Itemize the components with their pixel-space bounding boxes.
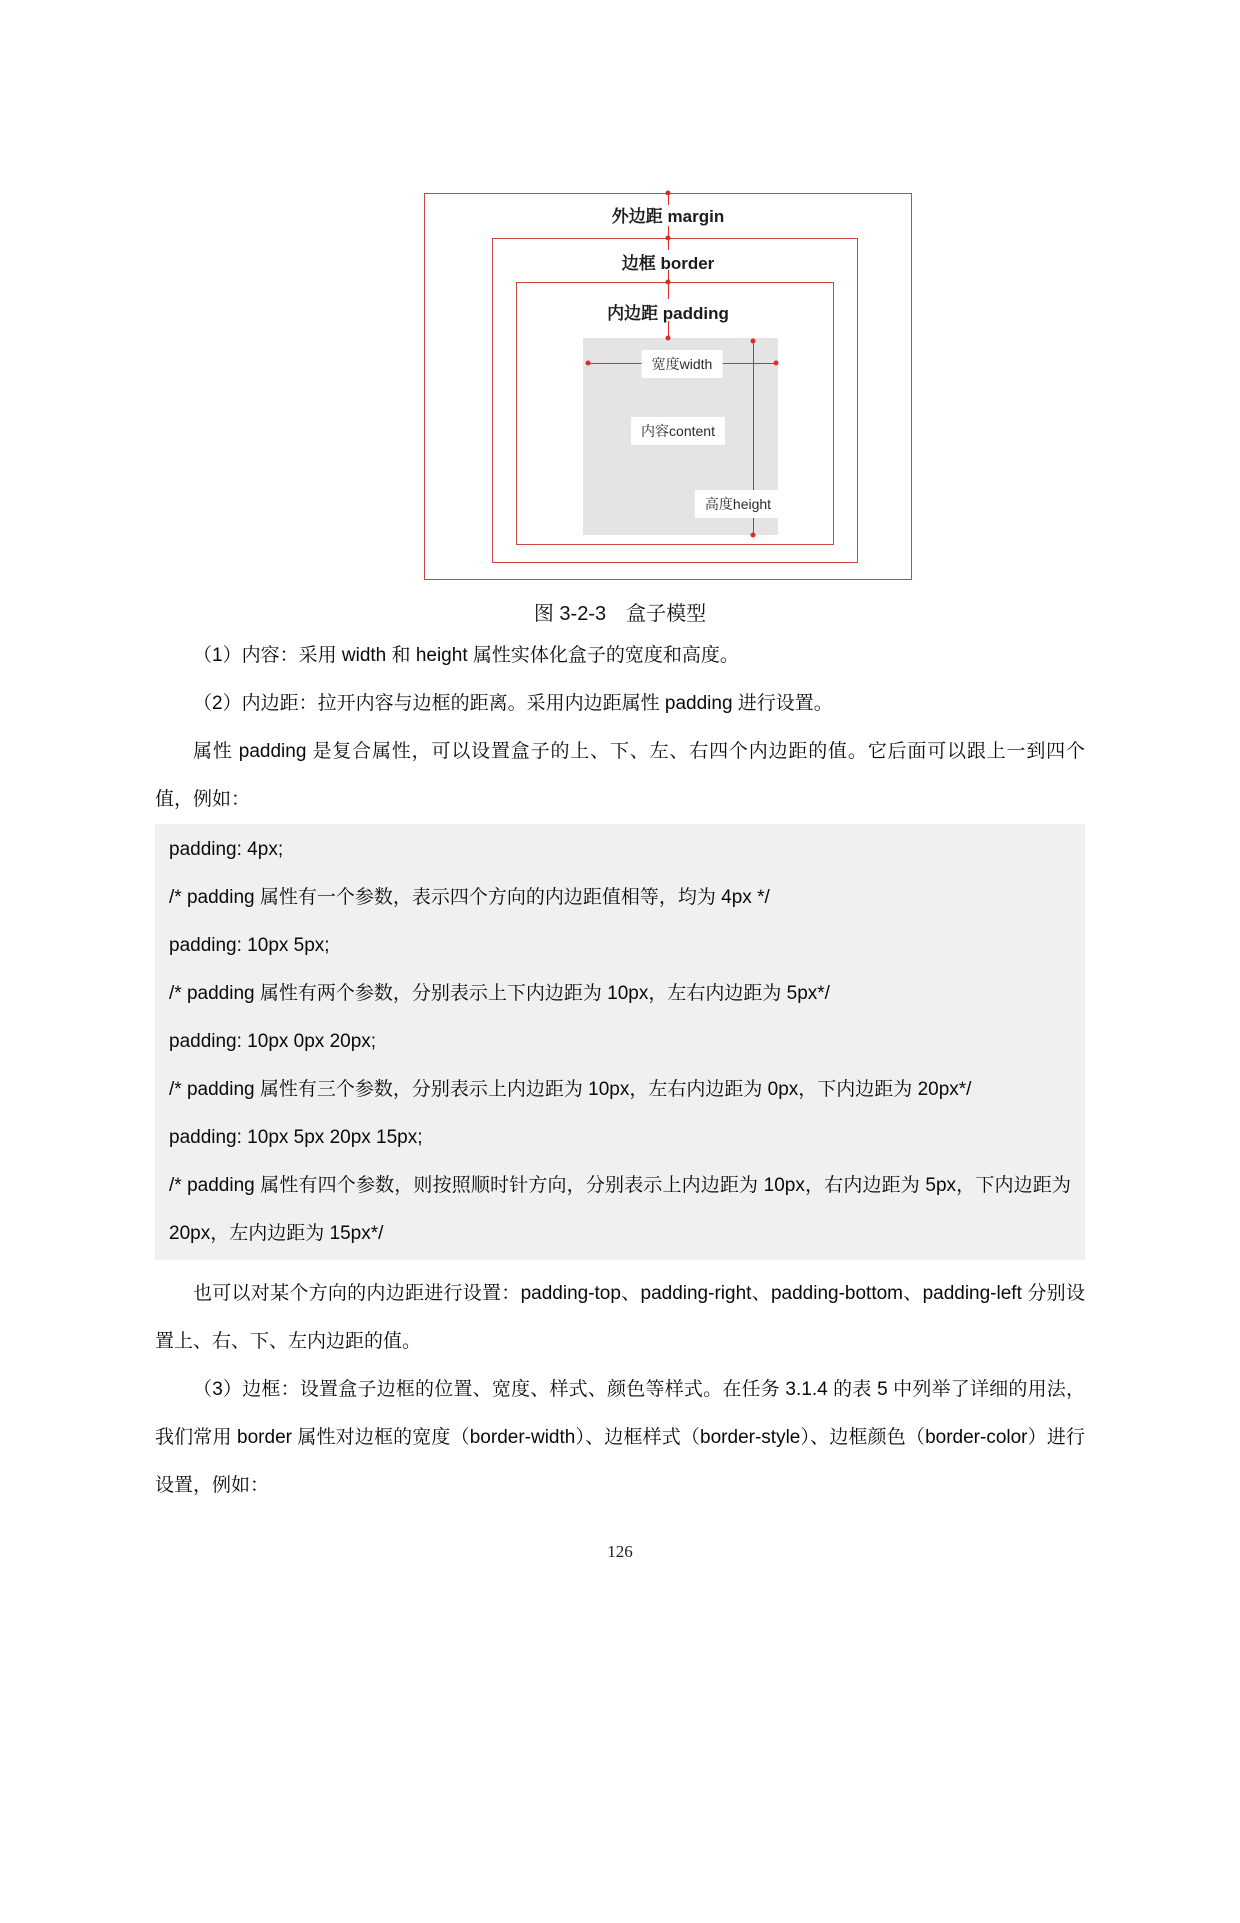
page-number: 126 (607, 1542, 633, 1561)
paragraph-group-bottom (155, 1270, 1085, 1510)
paragraph-group-top (155, 632, 1085, 824)
code-line: /* padding 属性有两个参数，分别表示上下内边距为 10px，左右内边距为 5px*/ (169, 983, 830, 1004)
document-page (0, 170, 1240, 1562)
code-line: /* padding 属性有四个参数，则按照顺时针方向，分别表示上内边距为 10px，右内边距为 5px，下内边距为 20px，左内边距为 15px*/ (169, 1175, 1071, 1244)
box-model-diagram (424, 170, 912, 582)
connector-dot (666, 336, 671, 341)
code-block (155, 824, 1085, 1260)
connector-dot (666, 280, 671, 285)
connector-dot (666, 191, 671, 196)
content-label: 内容content (631, 417, 725, 445)
measure-dot (586, 361, 591, 366)
code-line: padding: 4px; (169, 839, 284, 860)
code-line: /* padding 属性有三个参数，分别表示上内边距为 10px，左右内边距为 0px，下内边距为 20px*/ (169, 1079, 972, 1100)
code-line: padding: 10px 5px 20px 15px; (169, 1127, 423, 1148)
paragraph: （1）内容：采用 width 和 height 属性实体化盒子的宽度和高度。 (193, 645, 739, 666)
measure-dot (751, 339, 756, 344)
code-line: /* padding 属性有一个参数，表示四个方向的内边距值相等，均为 4px */ (169, 887, 770, 908)
margin-label: 外边距 margin (611, 207, 725, 226)
padding-label: 内边距 padding (607, 304, 729, 323)
connector-line (668, 282, 669, 299)
code-line: padding: 10px 5px; (169, 935, 330, 956)
paragraph: （3）边框：设置盒子边框的位置、宽度、样式、颜色等样式。在任务 3.1.4 的表 5 中列举了详细的用法，我们常用 border 属性对边框的宽度（border-width）、边框样式（border-style）、边框颜色（border-color）进行设置，例如： (155, 1379, 1085, 1496)
code-line: padding: 10px 0px 20px; (169, 1031, 377, 1052)
connector-dot (666, 236, 671, 241)
paragraph: （2）内边距：拉开内容与边框的距离。采用内边距属性 padding 进行设置。 (193, 693, 833, 714)
figure-caption: 图 3-2-3 盒子模型 (533, 603, 707, 625)
measure-dot (751, 533, 756, 538)
paragraph: 属性 padding 是复合属性，可以设置盒子的上、下、左、右四个内边距的值。它后面可以跟上一到四个值，例如： (155, 741, 1085, 810)
height-label: 高度height (695, 490, 781, 518)
paragraph: 也可以对某个方向的内边距进行设置：padding-top、padding-right、padding-bottom、padding-left 分别设置上、右、下、左内边距的值。 (155, 1283, 1085, 1352)
width-label: 宽度width (642, 350, 723, 378)
measure-dot (774, 361, 779, 366)
border-label: 边框 border (621, 254, 715, 273)
